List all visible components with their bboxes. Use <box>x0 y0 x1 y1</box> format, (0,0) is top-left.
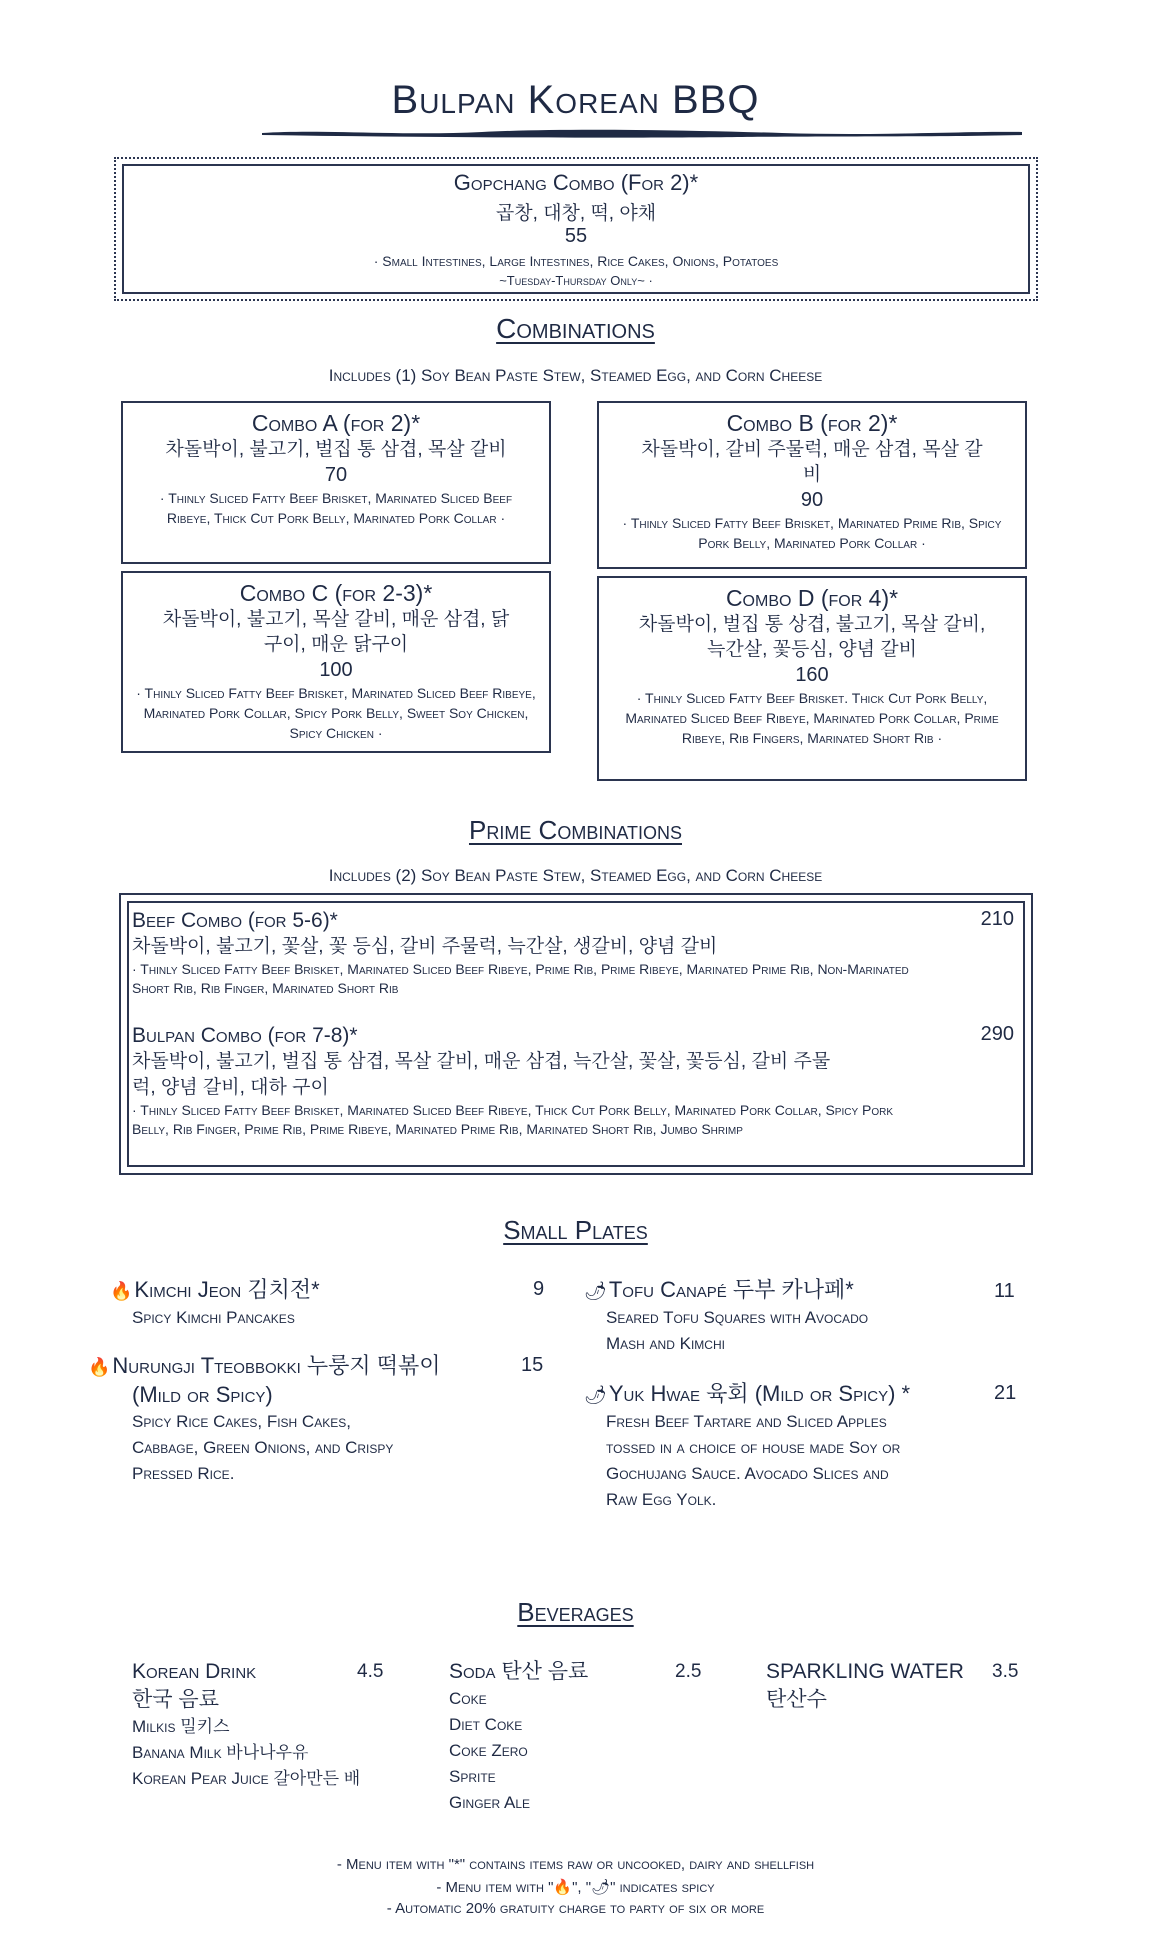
kimchi-jeon-item <box>110 1276 410 1331</box>
gopchang-korean: 곱창, 대창, 떡, 야채 <box>495 203 657 224</box>
korean-drink-name-kr: 한국 음료 <box>132 1688 219 1711</box>
fire-icon: 🔥 <box>110 1281 133 1301</box>
combo-c-korean: 차돌박이, 불고기, 목살 갈비, 매운 삼겹, 닭구이, 매운 닭구이 <box>162 609 510 655</box>
nurungji-price: 15 <box>521 1354 544 1376</box>
combo-c-box <box>121 571 551 753</box>
combo-a-korean: 차돌박이, 불고기, 벌집 통 삼겹, 목살 갈비 <box>165 439 507 460</box>
yuk-hwae-item <box>584 1380 964 1513</box>
nurungji-name: Nurungji Tteobbokki 누룽지 떡볶이 (Mild or Spicy) <box>112 1353 441 1407</box>
beef-combo-price: 210 <box>980 908 1014 930</box>
gopchang-price: 55 <box>564 225 588 247</box>
korean-drink-group <box>132 1658 382 1792</box>
footnote-gratuity: - Automatic 20% gratuity charge to party of six or more <box>386 1900 765 1917</box>
beef-combo-title: Beef Combo (for 5-6)* <box>132 909 338 932</box>
bulpan-combo-title: Bulpan Combo (for 7-8)* <box>132 1024 358 1047</box>
kimchi-jeon-price: 9 <box>533 1278 545 1300</box>
yuk-hwae-price: 21 <box>994 1382 1017 1404</box>
soda-item: Diet Coke <box>449 1715 523 1734</box>
prime-heading: Prime Combinations <box>468 815 682 845</box>
combinations-includes: Includes (1) Soy Bean Paste Stew, Steamed Egg, and Corn Cheese <box>328 366 823 385</box>
combo-b-price: 90 <box>800 489 824 511</box>
nurungji-item <box>88 1352 455 1487</box>
yuk-hwae-name: Yuk Hwae 육회 (Mild or Spicy) * <box>608 1381 911 1406</box>
korean-drink-item: Milkis 밀키스 <box>132 1717 230 1736</box>
soda-item: Sprite <box>449 1767 496 1786</box>
sparkling-water-name: SPARKLING WATER <box>766 1660 964 1683</box>
chili-icon: 🌶 <box>584 1385 607 1405</box>
tofu-canape-description: Seared Tofu Squares with Avocado Mash and Kimchi <box>606 1308 869 1353</box>
soda-group <box>449 1658 649 1816</box>
sparkling-water-name-kr: 탄산수 <box>766 1688 827 1711</box>
gopchang-note: ~Tuesday-Thursday Only~ · <box>499 273 653 288</box>
brush-stroke-divider <box>262 127 1022 139</box>
footnote-raw: - Menu item with "*" contains items raw or uncooked, dairy and shellfish <box>336 1856 815 1873</box>
restaurant-title: Bulpan Korean BBQ <box>391 78 760 122</box>
beverages-heading: Beverages <box>517 1597 634 1627</box>
combo-a-box <box>121 401 551 564</box>
combo-b-description: · Thinly Sliced Fatty Beef Brisket, Marinated Prime Rib, Spicy Pork Belly, Marinated Pork Collar · <box>622 515 1002 551</box>
beef-combo-item <box>132 908 1020 998</box>
combo-c-price: 100 <box>319 659 353 681</box>
bulpan-combo-korean: 차돌박이, 불고기, 벌집 통 삼겹, 목살 갈비, 매운 삼겹, 늑간살, 꽃살, 꽃등심, 갈비 주물럭, 양념 갈비, 대하 구이 <box>132 1051 831 1098</box>
combo-d-title: Combo D (for 4)* <box>725 585 899 611</box>
nurungji-description: Spicy Rice Cakes, Fish Cakes, Cabbage, Green Onions, and Crispy Pressed Rice. <box>132 1412 394 1483</box>
combo-d-price: 160 <box>795 664 829 686</box>
soda-item: Ginger Ale <box>449 1793 531 1812</box>
combo-c-description: · Thinly Sliced Fatty Beef Brisket, Marinated Sliced Beef Ribeye, Marinated Pork Collar, Spicy Pork Belly, Sweet Soy Chicken, Spicy Chicken · <box>136 685 536 741</box>
soda-item: Coke <box>449 1689 487 1708</box>
soda-name: Soda 탄산 음료 <box>449 1660 589 1683</box>
sparkling-water-price: 3.5 <box>992 1661 1019 1682</box>
kimchi-jeon-description: Spicy Kimchi Pancakes <box>132 1308 295 1327</box>
kimchi-jeon-name: Kimchi Jeon 김치전* <box>134 1277 320 1302</box>
combo-c-title: Combo C (for 2-3)* <box>239 580 433 606</box>
combo-d-description: · Thinly Sliced Fatty Beef Brisket. Thick Cut Pork Belly, Marinated Sliced Beef Ribeye, Marinated Pork Collar, Prime Ribeye, Rib Fingers, Marinated Short Rib · <box>625 690 999 746</box>
combo-b-box <box>597 401 1027 569</box>
sparkling-water-group <box>766 1658 986 1714</box>
combo-d-box <box>597 576 1027 781</box>
tofu-canape-item <box>584 1276 924 1357</box>
footnote-spicy: - Menu item with "🔥", "🌶" indicates spicy <box>436 1879 715 1896</box>
soda-item: Coke Zero <box>449 1741 528 1760</box>
combo-d-korean: 차돌박이, 벌집 통 상겹, 불고기, 목살 갈비, 늑간살, 꽃등심, 양념 갈비 <box>638 614 986 660</box>
combo-a-price: 70 <box>324 464 348 486</box>
bulpan-combo-description: · Thinly Sliced Fatty Beef Brisket, Marinated Sliced Beef Ribeye, Thick Cut Pork Belly, Marinated Pork Collar, Spicy Pork Belly, Rib Finger, Prime Rib, Prime Ribeye, Marinated Prime Rib, Marinated Short Rib, Jumbo Shrimp <box>132 1102 894 1137</box>
tofu-canape-name: Tofu Canapé 두부 카나페* <box>608 1277 854 1302</box>
combo-b-title: Combo B (for 2)* <box>726 410 898 436</box>
soda-price: 2.5 <box>675 1661 702 1682</box>
bulpan-combo-price: 290 <box>980 1023 1014 1045</box>
combo-a-description: · Thinly Sliced Fatty Beef Brisket, Marinated Sliced Beef Ribeye, Thick Cut Pork Belly, Marinated Pork Collar · <box>159 490 513 526</box>
yuk-hwae-description: Fresh Beef Tartare and Sliced Apples tossed in a choice of house made Soy or Gochujang Sauce. Avocado Slices and Raw Egg Yolk. <box>606 1412 901 1509</box>
combinations-heading: Combinations <box>496 313 655 344</box>
prime-includes: Includes (2) Soy Bean Paste Stew, Steamed Egg, and Corn Cheese <box>328 866 823 885</box>
chili-icon: 🌶 <box>584 1281 607 1301</box>
gopchang-title: Gopchang Combo (For 2)* <box>453 170 699 195</box>
beef-combo-description: · Thinly Sliced Fatty Beef Brisket, Marinated Sliced Beef Ribeye, Prime Rib, Prime Ribeye, Marinated Prime Rib, Non-Marinated Short Rib, Rib Finger, Marinated Short Rib <box>132 961 909 996</box>
beef-combo-korean: 차돌박이, 불고기, 꽃살, 꽃 등심, 갈비 주물럭, 늑간살, 생갈비, 양념 갈비 <box>132 936 718 957</box>
korean-drink-item: Korean Pear Juice 갈아만든 배 <box>132 1769 361 1788</box>
combo-b-korean: 차돌박이, 갈비 주물럭, 매운 삼겹, 목살 갈비 <box>641 439 983 485</box>
small-plates-heading: Small Plates <box>503 1215 648 1245</box>
korean-drink-item: Banana Milk 바나나우유 <box>132 1743 309 1762</box>
tofu-canape-price: 11 <box>994 1280 1015 1302</box>
combo-a-title: Combo A (for 2)* <box>251 410 421 436</box>
bulpan-combo-item <box>132 1023 1020 1139</box>
korean-drink-price: 4.5 <box>357 1661 384 1682</box>
korean-drink-name: Korean Drink <box>132 1660 257 1683</box>
gopchang-description: · Small Intestines, Large Intestines, Rice Cakes, Onions, Potatoes <box>373 253 779 269</box>
